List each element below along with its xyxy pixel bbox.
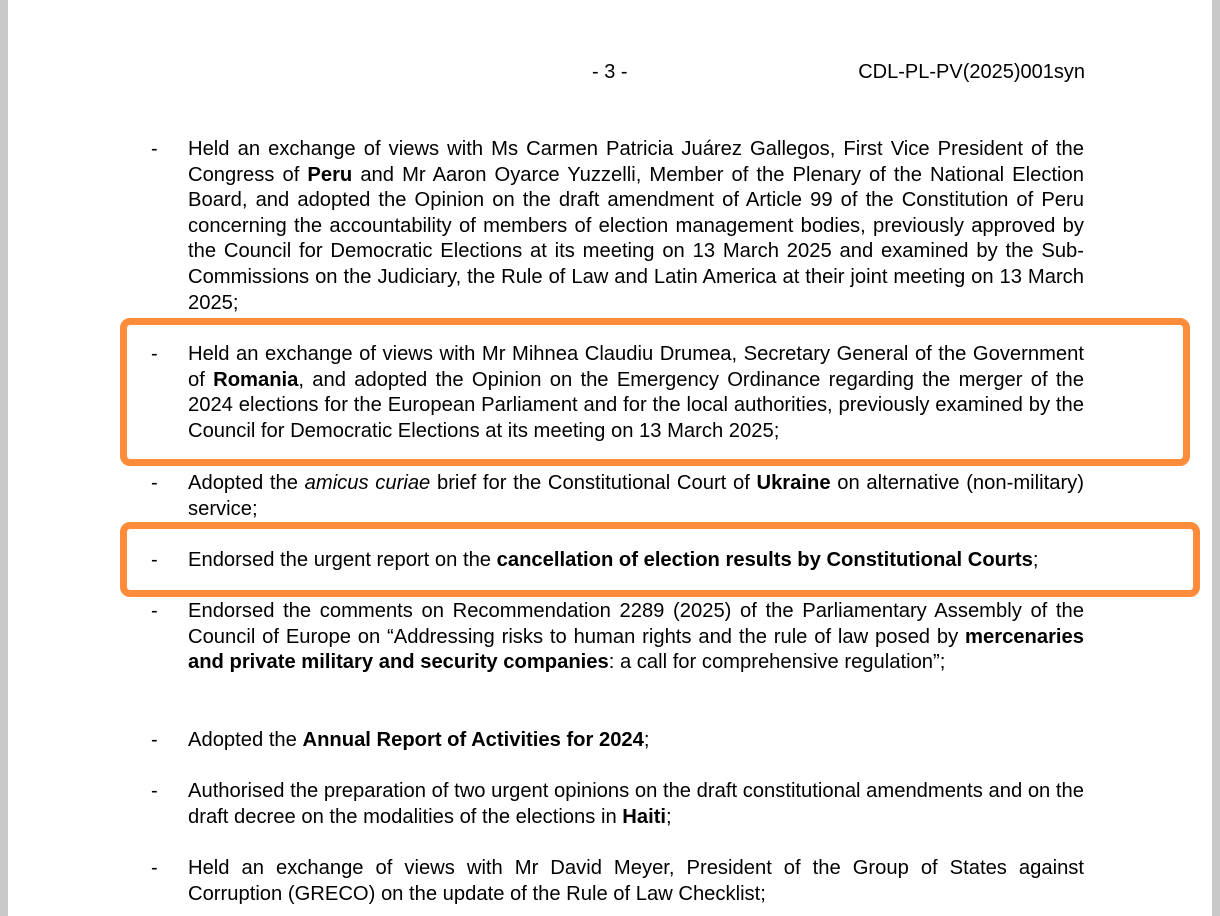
item-text: ; [1032,549,1039,571]
item-text: Endorsed the urgent report on the [188,549,497,571]
item-text: Held an exchange of views with Ms Carmen Patricia Juárez Gallegos, First Vice President of the Congress of [188,138,1084,186]
list-item [188,728,1084,754]
bold-term: Annual Report of Activities for 2024 [302,729,644,751]
item-text: ; [666,805,672,828]
document-page [8,0,1212,916]
bullet-dash: - [151,857,158,879]
item-text: brief for the Constitutional Court of [430,472,757,494]
bullet-dash: - [151,472,158,494]
bold-term: cancellation of election results by Constitutional Courts [496,549,1033,571]
document-reference: CDL-PL-PV(2025)001syn [858,61,1085,83]
bullet-dash: - [151,138,158,160]
bold-term: Peru [307,163,353,186]
item-text: on alternative (non-military) service; [188,472,1084,520]
item-text: Adopted the [188,729,303,751]
list-item [188,856,1084,907]
page-number: - 3 - [592,61,628,83]
item-text: and Mr Aaron Oyarce Yuzzelli, Member of the Plenary of the National Election Board, and adopted the Opinion on the draft amendment of Article 99 of the Constitution of Peru concerning the accountability of members of election management bodies, previously approved by the Council for Democratic Elections at its meeting on 13 March 2025 and examined by the Sub-Commissions on the Judiciary, the Rule of Law and Latin America at their joint meeting on 13 March 2025; [188,163,1085,314]
italic-term: amicus curiae [304,472,431,494]
item-text: , and adopted the Opinion on the Emergency Ordinance regarding the merger of the 2024 elections for the European Parliament and for the local authorities, previously examined by the Council for Democratic Elections at its meeting on 13 March 2025; [188,368,1084,442]
highlight-box-romania [120,318,1190,466]
item-text: Endorsed the comments on Recommendation 2289 (2025) of the Parliamentary Assembly of the Council of Europe on “Addressing risks to human rights and the rule of law posed by [188,600,1084,648]
bold-term: Romania [213,368,299,391]
item-text: Held an exchange of views with Mr David Meyer, President of the Group of States against Corruption (GRECO) on the update of the Rule of Law Checklist; [188,857,1084,905]
item-text: : a call for comprehensive regulation”; [608,651,946,674]
item-text: Held an exchange of views with Mr Mihnea Claudiu Drumea, Secretary General of the Government of [188,343,1084,391]
list-item [188,599,1084,676]
highlight-box-cancellation [120,522,1200,597]
bold-term: Haiti [622,805,667,828]
bold-term: mercenaries and private military and security companies [188,625,1084,674]
item-text: Adopted the [188,472,305,494]
list-item [188,137,1084,316]
bold-term: Ukraine [756,472,831,494]
bullet-dash: - [151,549,158,571]
item-text: ; [643,729,650,751]
list-item [188,779,1084,830]
bullet-dash: - [151,780,158,802]
item-text: Authorised the preparation of two urgent opinions on the draft constitutional amendments and on the draft decree on the modalities of the elections in [188,780,1084,828]
list-item [188,471,1084,522]
bullet-dash: - [151,600,158,622]
bullet-dash: - [151,729,158,751]
bullet-dash: - [151,343,158,365]
